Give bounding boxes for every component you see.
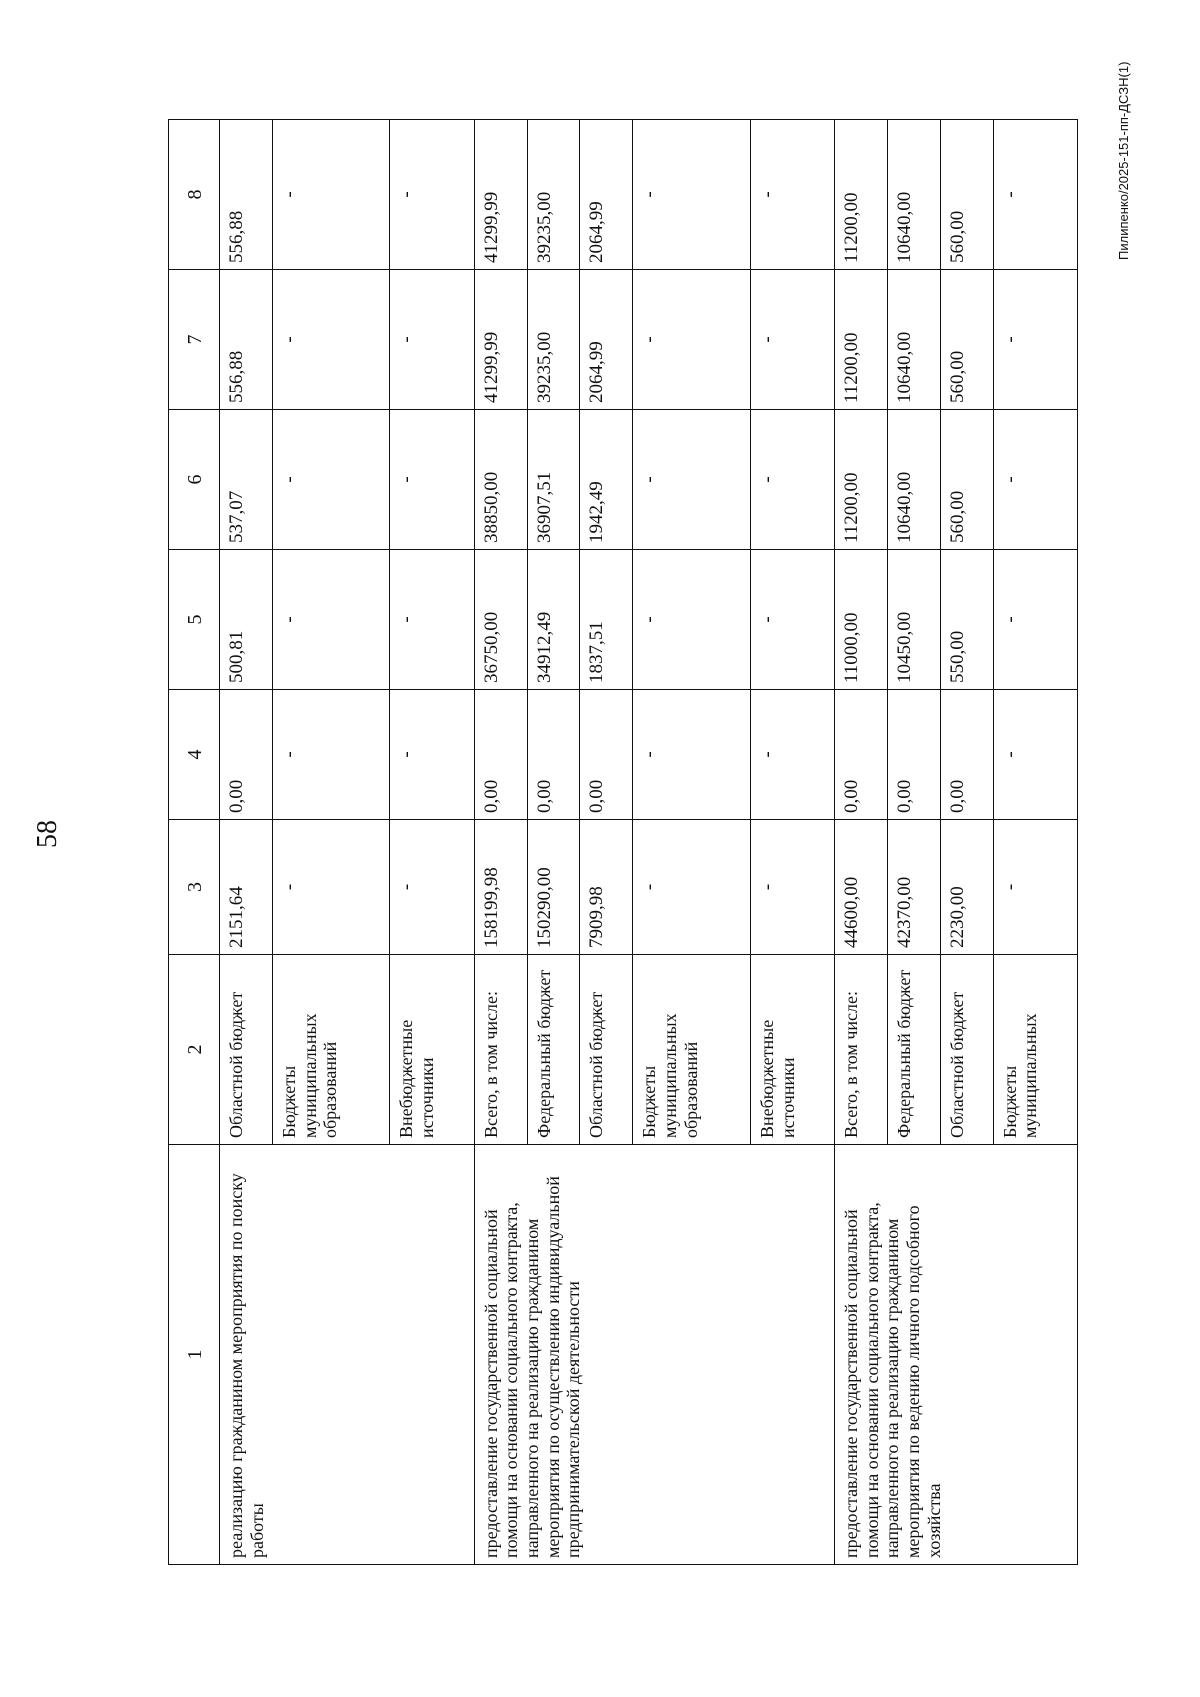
funding-source: Областной бюджет xyxy=(940,955,993,1145)
value-cell: 10640,00 xyxy=(887,270,940,410)
funding-source: Бюджеты муниципальных образований xyxy=(272,955,390,1145)
value-cell: 39235,00 xyxy=(527,270,580,410)
value-cell: 0,00 xyxy=(527,690,580,820)
measure-description: реализацию гражданином мероприятия по поиску работы xyxy=(220,1145,475,1565)
column-header: 1 xyxy=(169,1145,220,1565)
value-cell: 0,00 xyxy=(835,690,888,820)
value-cell: - xyxy=(390,550,474,690)
value-cell: 0,00 xyxy=(940,690,993,820)
column-header: 7 xyxy=(169,270,220,410)
value-cell: 158199,98 xyxy=(474,820,527,955)
table-row xyxy=(835,120,888,1565)
value-cell: 39235,00 xyxy=(527,120,580,270)
value-cell: - xyxy=(750,550,834,690)
value-cell: - xyxy=(993,410,1077,550)
value-cell: 1942,49 xyxy=(580,410,633,550)
value-cell: 2230,00 xyxy=(940,820,993,955)
value-cell: - xyxy=(750,820,834,955)
value-cell: - xyxy=(390,820,474,955)
value-cell: 34912,49 xyxy=(527,550,580,690)
value-cell: - xyxy=(272,690,390,820)
value-cell: 10450,00 xyxy=(887,550,940,690)
value-cell: - xyxy=(750,270,834,410)
value-cell: - xyxy=(390,120,474,270)
funding-source: Всего, в том числе: xyxy=(474,955,527,1145)
funding-source: Бюджеты муниципальных образований xyxy=(633,955,751,1145)
value-cell: 10640,00 xyxy=(887,120,940,270)
value-cell: 500,81 xyxy=(220,550,273,690)
value-cell: 0,00 xyxy=(474,690,527,820)
rotated-table-container xyxy=(168,120,1078,1565)
value-cell: - xyxy=(993,270,1077,410)
value-cell: - xyxy=(272,120,390,270)
table-row xyxy=(474,120,527,1565)
value-cell: 1837,51 xyxy=(580,550,633,690)
budget-table xyxy=(168,119,1078,1565)
value-cell: 2151,64 xyxy=(220,820,273,955)
funding-source: Областной бюджет xyxy=(220,955,273,1145)
value-cell: 11200,00 xyxy=(835,270,888,410)
value-cell: - xyxy=(750,690,834,820)
value-cell: 556,88 xyxy=(220,120,273,270)
value-cell: - xyxy=(272,270,390,410)
column-header: 4 xyxy=(169,690,220,820)
table-header-row xyxy=(169,120,220,1565)
value-cell: 41299,99 xyxy=(474,270,527,410)
funding-source: Внебюджетные источники xyxy=(750,955,834,1145)
value-cell: - xyxy=(633,120,751,270)
value-cell: 36907,51 xyxy=(527,410,580,550)
page-number: 58 xyxy=(32,820,63,848)
column-header: 3 xyxy=(169,820,220,955)
value-cell: 36750,00 xyxy=(474,550,527,690)
funding-source: Федеральный бюджет xyxy=(887,955,940,1145)
value-cell: - xyxy=(633,270,751,410)
value-cell: 2064,99 xyxy=(580,270,633,410)
value-cell: 2064,99 xyxy=(580,120,633,270)
value-cell: - xyxy=(272,410,390,550)
value-cell: 41299,99 xyxy=(474,120,527,270)
value-cell: - xyxy=(390,690,474,820)
document-id: Пилипенко/2025-151-пп-ДСЗН(1) xyxy=(1116,61,1131,260)
value-cell: 42370,00 xyxy=(887,820,940,955)
value-cell: 0,00 xyxy=(580,690,633,820)
value-cell: - xyxy=(272,820,390,955)
measure-description: предоставление государственной социальной помощи на основании социального контракта, направленного на реализацию гражданином мероприятия по осуществлению индивидуальной предпринимательской деятельности xyxy=(474,1145,834,1565)
value-cell: 560,00 xyxy=(940,410,993,550)
funding-source: Бюджеты муниципальных xyxy=(993,955,1077,1145)
value-cell: - xyxy=(993,120,1077,270)
value-cell: 38850,00 xyxy=(474,410,527,550)
value-cell: 560,00 xyxy=(940,120,993,270)
value-cell: - xyxy=(993,820,1077,955)
value-cell: 11200,00 xyxy=(835,120,888,270)
value-cell: - xyxy=(993,550,1077,690)
column-header: 8 xyxy=(169,120,220,270)
value-cell: 11000,00 xyxy=(835,550,888,690)
value-cell: 560,00 xyxy=(940,270,993,410)
value-cell: - xyxy=(390,270,474,410)
value-cell: 44600,00 xyxy=(835,820,888,955)
value-cell: - xyxy=(750,410,834,550)
value-cell: 0,00 xyxy=(887,690,940,820)
measure-description: предоставление государственной социальной помощи на основании социального контракта, направленного на реализацию гражданином мероприятия по ведению личного подсобного хозяйства xyxy=(835,1145,1078,1565)
value-cell: - xyxy=(993,690,1077,820)
funding-source: Внебюджетные источники xyxy=(390,955,474,1145)
value-cell: 0,00 xyxy=(220,690,273,820)
funding-source: Федеральный бюджет xyxy=(527,955,580,1145)
value-cell: 10640,00 xyxy=(887,410,940,550)
value-cell: - xyxy=(633,820,751,955)
column-header: 5 xyxy=(169,550,220,690)
value-cell: - xyxy=(272,550,390,690)
value-cell: 150290,00 xyxy=(527,820,580,955)
funding-source: Всего, в том числе: xyxy=(835,955,888,1145)
value-cell: - xyxy=(390,410,474,550)
value-cell: 556,88 xyxy=(220,270,273,410)
value-cell: - xyxy=(633,690,751,820)
value-cell: - xyxy=(633,410,751,550)
value-cell: 11200,00 xyxy=(835,410,888,550)
value-cell: - xyxy=(750,120,834,270)
value-cell: 7909,98 xyxy=(580,820,633,955)
value-cell: 537,07 xyxy=(220,410,273,550)
table-row xyxy=(220,120,273,1565)
column-header: 2 xyxy=(169,955,220,1145)
value-cell: 550,00 xyxy=(940,550,993,690)
funding-source: Областной бюджет xyxy=(580,955,633,1145)
value-cell: - xyxy=(633,550,751,690)
column-header: 6 xyxy=(169,410,220,550)
